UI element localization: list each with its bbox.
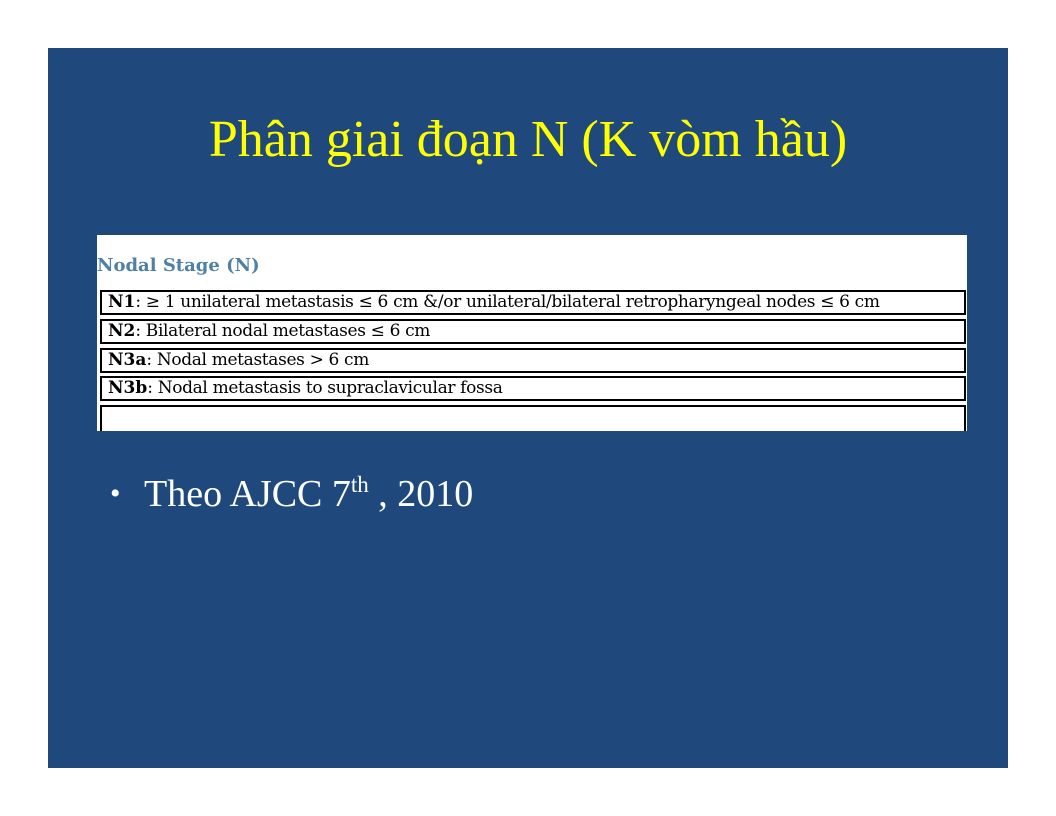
row-code: N2 — [108, 321, 136, 341]
bullet-marker: • — [110, 477, 121, 510]
row-code: N3b — [108, 378, 148, 398]
table-row — [100, 319, 966, 344]
table-row — [100, 290, 966, 315]
row-text: : Bilateral nodal metastases ≤ 6 cm — [135, 321, 431, 341]
slide — [48, 48, 1008, 768]
bullet-superscript: th — [350, 472, 369, 497]
bullet-text: Theo AJCC 7 — [144, 473, 351, 515]
table-row — [100, 348, 966, 373]
row-text: : Nodal metastases > 6 cm — [146, 350, 370, 370]
table-row-empty — [100, 405, 966, 431]
row-text: : Nodal metastasis to supraclavicular fossa — [147, 378, 503, 398]
row-code: N1 — [108, 292, 136, 312]
table-heading: Nodal Stage (N) — [97, 255, 260, 276]
nodal-stage-table — [97, 235, 967, 431]
bullet-text-after: , 2010 — [368, 473, 474, 515]
slide-title: Phân giai đoạn N (K vòm hầu) — [208, 111, 848, 168]
bullet-item — [110, 470, 473, 518]
row-code: N3a — [108, 350, 147, 370]
table-row — [100, 376, 966, 401]
row-text: : ≥ 1 unilateral metastasis ≤ 6 cm &/or unilateral/bilateral retropharyngeal nodes ≤ 6 cm — [135, 292, 880, 312]
